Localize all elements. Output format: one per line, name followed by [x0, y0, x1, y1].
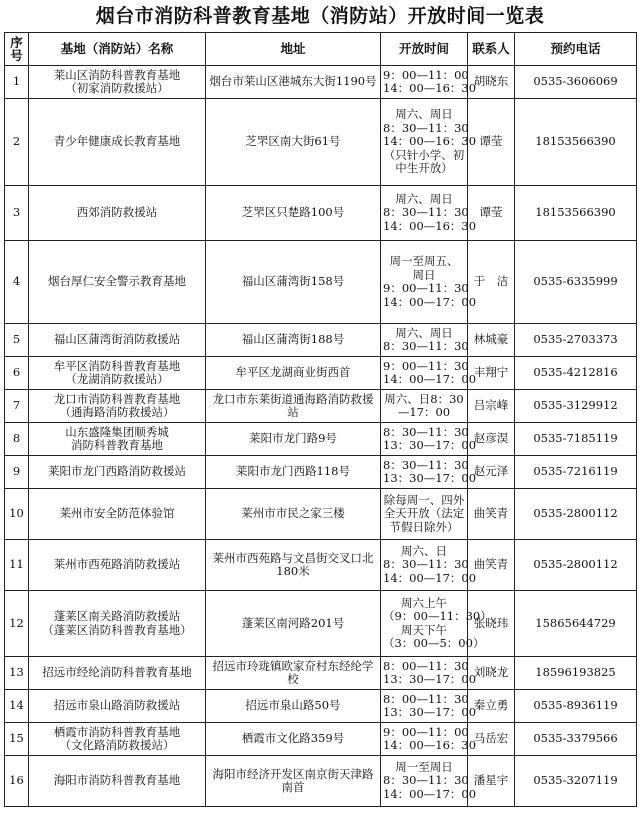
- row-open-hours: 周一至周五、 周日 9：00—11：30 14：00—17：00: [381, 241, 468, 324]
- row-phone: 18153566390: [515, 186, 637, 241]
- row-open-hours: 周一至周日 8：30—11：30 14：00—17：00: [381, 756, 468, 807]
- row-phone: 0535-7216119: [515, 456, 637, 489]
- row-phone: 0535-4212816: [515, 357, 637, 390]
- row-address: 福山区蒲湾街188号: [206, 324, 381, 357]
- table-row: [5, 241, 637, 324]
- table-row: [5, 489, 637, 540]
- row-address: 烟台市莱山区港城东大街1190号: [206, 66, 381, 99]
- header-contact: 联系人: [468, 33, 515, 66]
- header-address: 地址: [206, 33, 381, 66]
- row-contact: 潘星宇: [468, 756, 515, 807]
- header-seq: 序 号: [5, 33, 29, 66]
- row-seq: 15: [5, 723, 29, 756]
- row-address: 莱州市市民之家三楼: [206, 489, 381, 540]
- row-open-hours: 8：00—11：30 13：30—17：00: [381, 657, 468, 690]
- row-open-hours: 周六、周日 8：30—11：30 14：00—16：30 （只针小学、初 中生开放）: [381, 99, 468, 186]
- row-contact: 曲笑青: [468, 489, 515, 540]
- row-address: 栖霞市文化路359号: [206, 723, 381, 756]
- row-address: 福山区蒲湾街158号: [206, 241, 381, 324]
- row-base-name: 招远市经纶消防科普教育基地: [29, 657, 206, 690]
- table-row: [5, 423, 637, 456]
- table-row: [5, 99, 637, 186]
- row-phone: 0535-6335999: [515, 241, 637, 324]
- row-seq: 9: [5, 456, 29, 489]
- header-hours: 开放时间: [381, 33, 468, 66]
- row-address: 莱阳市龙门西路118号: [206, 456, 381, 489]
- row-phone: 0535-3379566: [515, 723, 637, 756]
- row-address: 招远市泉山路50号: [206, 690, 381, 723]
- row-phone: 0535-7185119: [515, 423, 637, 456]
- row-seq: 16: [5, 756, 29, 807]
- table-row: [5, 390, 637, 423]
- row-base-name: 莱山区消防科普教育基地 （初家消防救援站）: [29, 66, 206, 99]
- row-base-name: 西郊消防救援站: [29, 186, 206, 241]
- row-phone: 0535-2800112: [515, 489, 637, 540]
- row-open-hours: 周六、周日 8：30—11：30: [381, 324, 468, 357]
- row-phone: 18596193825: [515, 657, 637, 690]
- row-open-hours: 除每周一、四外 全天开放（法定 节假日除外）: [381, 489, 468, 540]
- row-seq: 6: [5, 357, 29, 390]
- row-base-name: 莱州市安全防范体验馆: [29, 489, 206, 540]
- row-phone: 0535-8936119: [515, 690, 637, 723]
- table-row: [5, 756, 637, 807]
- row-seq: 1: [5, 66, 29, 99]
- row-open-hours: 9：00—11：00 14：00—16：30: [381, 66, 468, 99]
- row-base-name: 山东盛隆集团顺秀城 消防科普教育基地: [29, 423, 206, 456]
- row-contact: 马岳宏: [468, 723, 515, 756]
- row-open-hours: 9：00—11：30 14：00—17：00: [381, 357, 468, 390]
- row-contact: 谭莹: [468, 186, 515, 241]
- row-seq: 3: [5, 186, 29, 241]
- table-row: [5, 357, 637, 390]
- row-phone: 0535-3129912: [515, 390, 637, 423]
- row-contact: 刘晓龙: [468, 657, 515, 690]
- row-contact: 吕宗峰: [468, 390, 515, 423]
- row-base-name: 烟台厚仁安全警示教育基地: [29, 241, 206, 324]
- row-base-name: 莱州市西苑路消防救援站: [29, 540, 206, 591]
- row-seq: 14: [5, 690, 29, 723]
- row-seq: 12: [5, 591, 29, 657]
- row-address: 龙口市东莱街道通海路消防救援站: [206, 390, 381, 423]
- table-row: [5, 66, 637, 99]
- table-row: [5, 456, 637, 489]
- table-row: [5, 186, 637, 241]
- row-contact: 丰翔宁: [468, 357, 515, 390]
- row-open-hours: 8：00—11：30 13：30—17：00: [381, 690, 468, 723]
- row-phone: 0535-2703373: [515, 324, 637, 357]
- table-row: [5, 591, 637, 657]
- row-contact: 赵元泽: [468, 456, 515, 489]
- row-open-hours: 8：30—11：30 13：30—17：00: [381, 423, 468, 456]
- row-contact: 于 洁: [468, 241, 515, 324]
- row-phone: 0535-3207119: [515, 756, 637, 807]
- row-contact: 张晓玮: [468, 591, 515, 657]
- row-contact: 胡晓东: [468, 66, 515, 99]
- row-open-hours: 8：30—11：30 13：30—17：00: [381, 456, 468, 489]
- row-contact: 林城豪: [468, 324, 515, 357]
- row-contact: 谭莹: [468, 99, 515, 186]
- table-row: [5, 723, 637, 756]
- schedule-table: [4, 32, 637, 807]
- table-row: [5, 540, 637, 591]
- table-header-row: [5, 33, 637, 66]
- row-contact: 赵彦淏: [468, 423, 515, 456]
- row-seq: 10: [5, 489, 29, 540]
- row-address: 芝罘区只楚路100号: [206, 186, 381, 241]
- row-contact: 秦立勇: [468, 690, 515, 723]
- row-seq: 7: [5, 390, 29, 423]
- row-base-name: 莱阳市龙门西路消防救援站: [29, 456, 206, 489]
- row-address: 芝罘区南大街61号: [206, 99, 381, 186]
- row-phone: 15865644729: [515, 591, 637, 657]
- row-seq: 2: [5, 99, 29, 186]
- row-base-name: 蓬莱区南关路消防救援站 （蓬莱区消防科普教育基地）: [29, 591, 206, 657]
- row-address: 海阳市经济开发区南京街天津路南首: [206, 756, 381, 807]
- row-seq: 8: [5, 423, 29, 456]
- row-address: 牟平区龙湖商业街西首: [206, 357, 381, 390]
- row-base-name: 栖霞市消防科普教育基地 （文化路消防救援站）: [29, 723, 206, 756]
- row-base-name: 招远市泉山路消防救援站: [29, 690, 206, 723]
- row-contact: 曲笑青: [468, 540, 515, 591]
- row-base-name: 青少年健康成长教育基地: [29, 99, 206, 186]
- header-name: 基地（消防站）名称: [29, 33, 206, 66]
- row-base-name: 龙口市消防科普教育基地 （通海路消防救援站）: [29, 390, 206, 423]
- row-address: 蓬莱区南河路201号: [206, 591, 381, 657]
- row-phone: 0535-3606069: [515, 66, 637, 99]
- header-phone: 预约电话: [515, 33, 637, 66]
- row-base-name: 牟平区消防科普教育基地 （龙湖消防救援站）: [29, 357, 206, 390]
- table-row: [5, 690, 637, 723]
- table-row: [5, 324, 637, 357]
- row-open-hours: 9：00—11：00 14：00—16：30: [381, 723, 468, 756]
- row-open-hours: 周六、日 8：30—11：30 14：00—17：00: [381, 540, 468, 591]
- row-address: 莱州市西苑路与文昌街交叉口北180米: [206, 540, 381, 591]
- page-title: 烟台市消防科普教育基地（消防站）开放时间一览表: [95, 5, 545, 27]
- row-phone: 0535-2800112: [515, 540, 637, 591]
- row-phone: 18153566390: [515, 99, 637, 186]
- row-address: 招远市玲珑镇欧家夼村东经纶学校: [206, 657, 381, 690]
- row-open-hours: 周六、日8：30 —17：00: [381, 390, 468, 423]
- row-seq: 13: [5, 657, 29, 690]
- row-seq: 11: [5, 540, 29, 591]
- row-address: 莱阳市龙门路9号: [206, 423, 381, 456]
- table-row: [5, 657, 637, 690]
- row-seq: 5: [5, 324, 29, 357]
- row-open-hours: 周六上午 （9：00—11：30） 周天下午 （3：00—5：00）: [381, 591, 468, 657]
- row-seq: 4: [5, 241, 29, 324]
- row-open-hours: 周六、周日 8：30—11：30 14：00—16：30: [381, 186, 468, 241]
- row-base-name: 福山区蒲湾街消防救援站: [29, 324, 206, 357]
- row-base-name: 海阳市消防科普教育基地: [29, 756, 206, 807]
